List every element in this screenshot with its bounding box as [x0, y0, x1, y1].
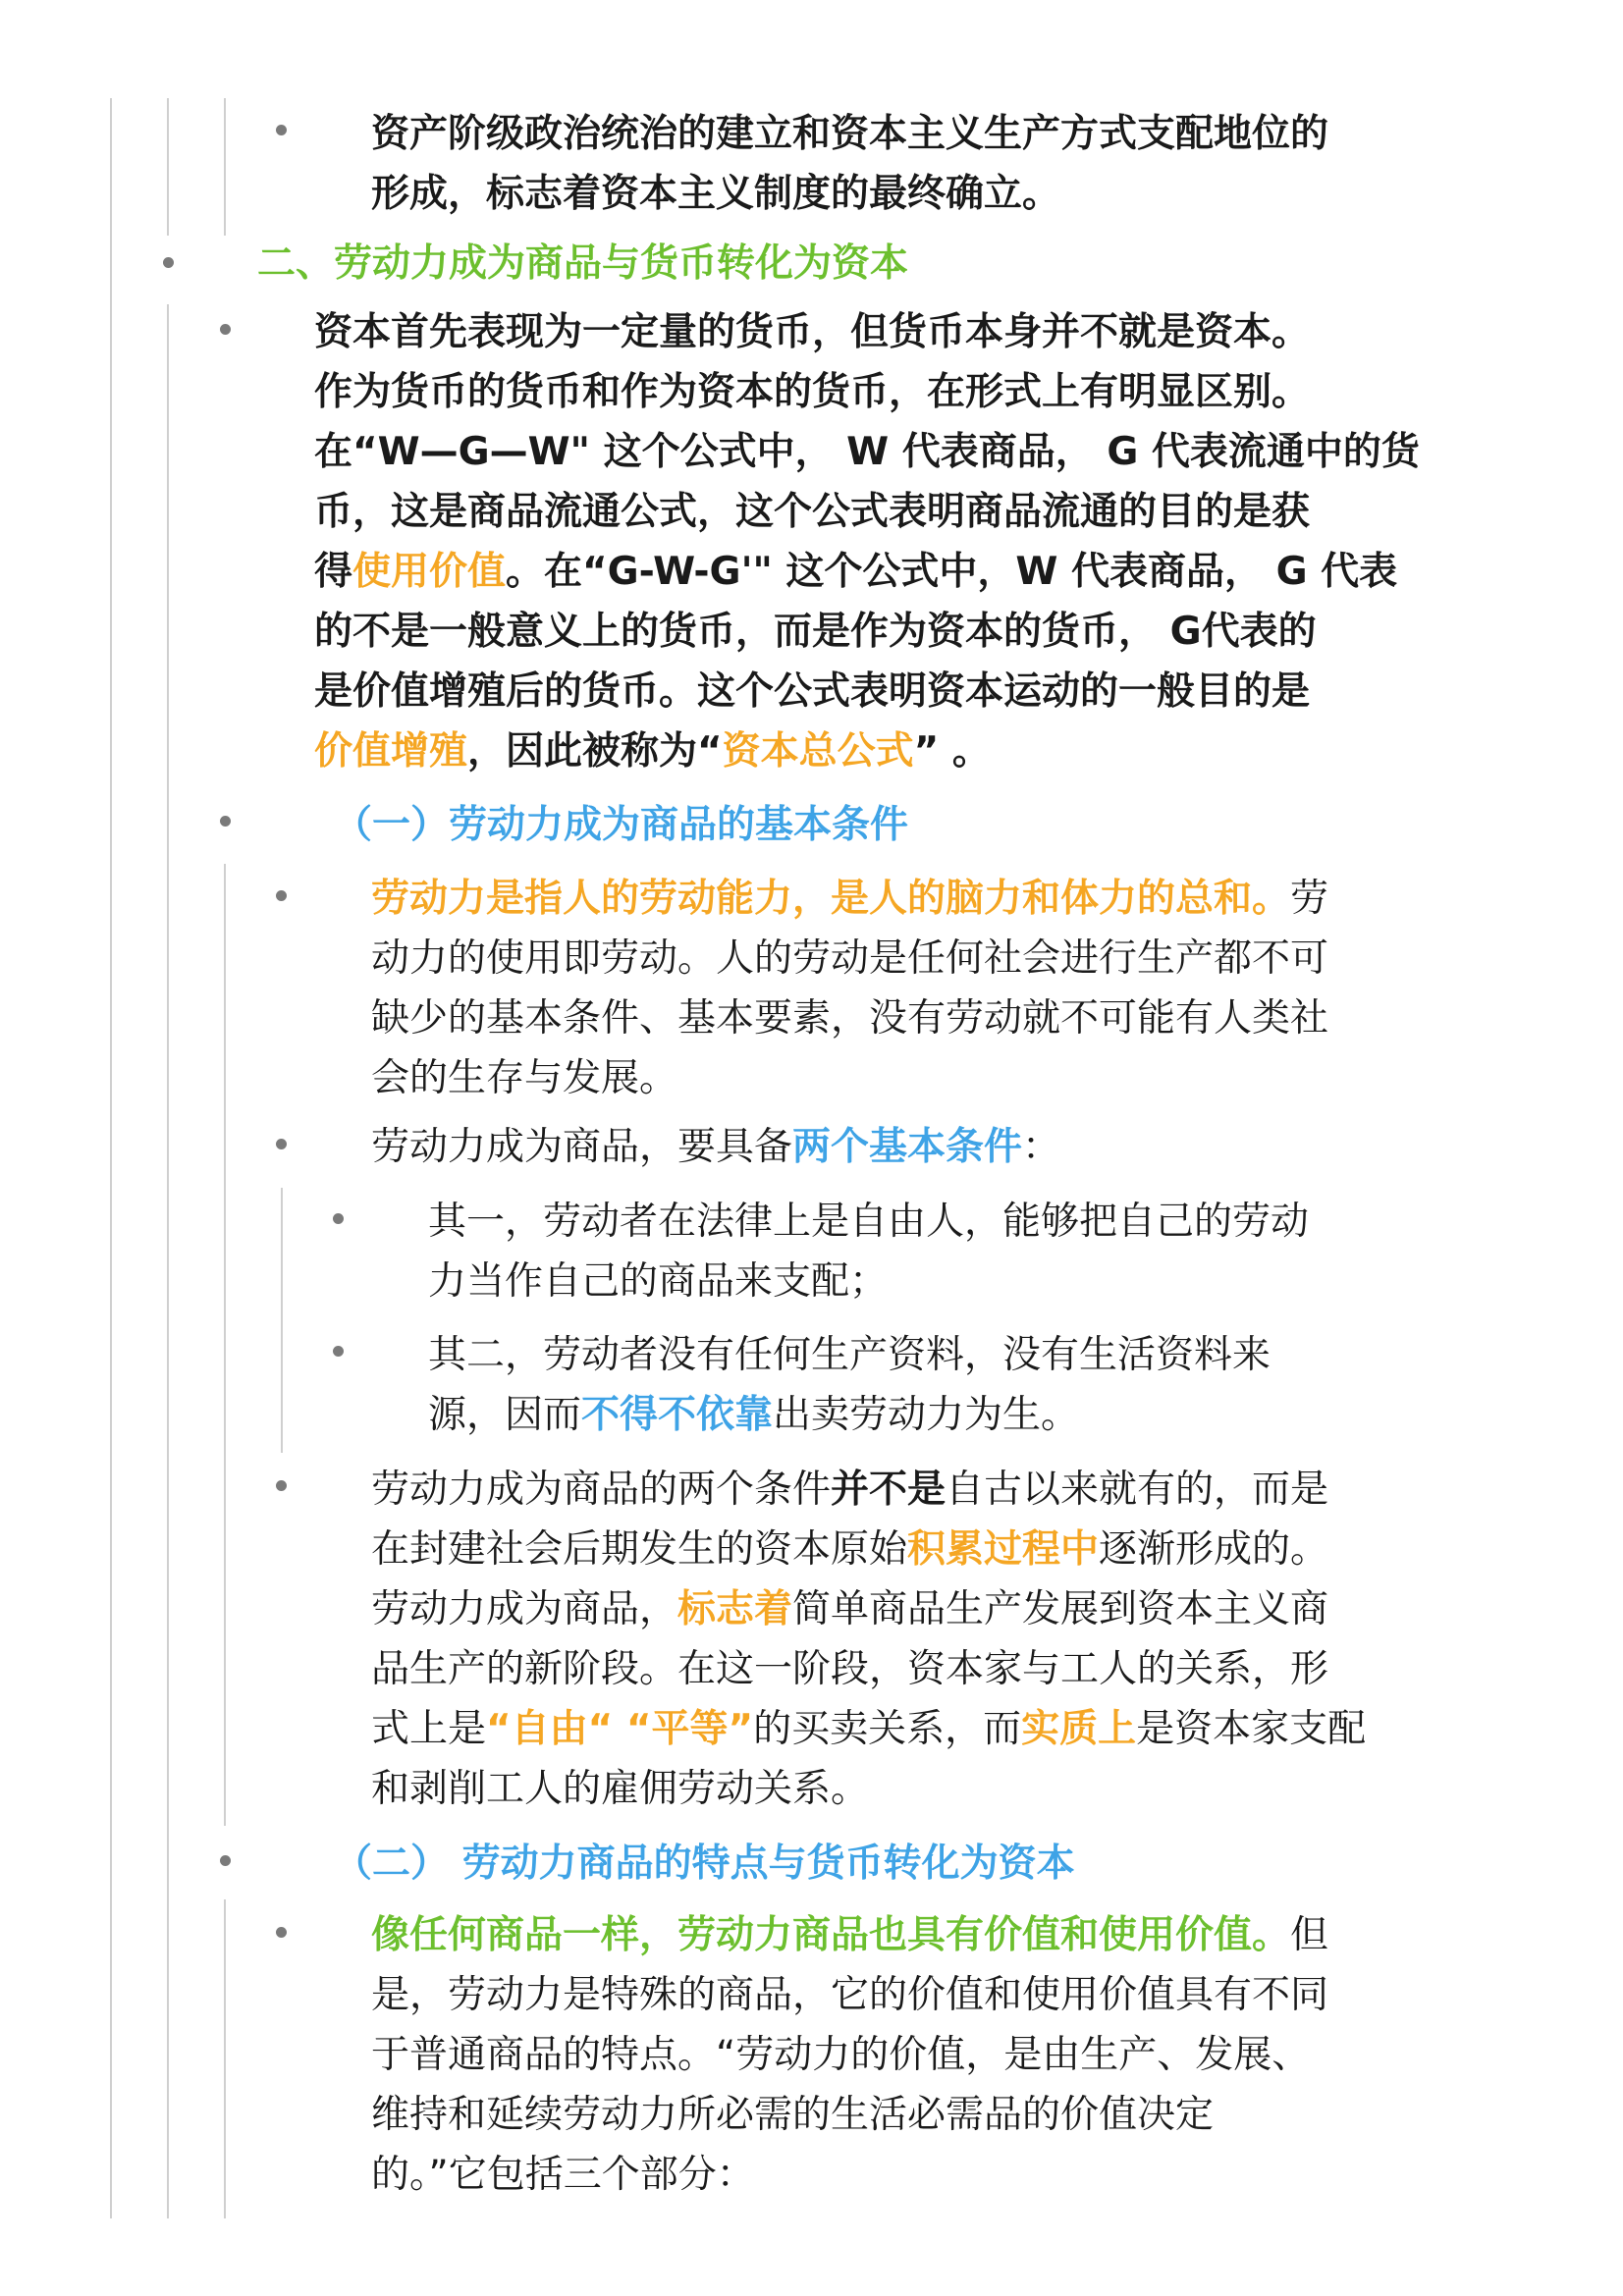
- text-run: 的不是一般意义上的货币，而是作为资本的货币， G代表的: [314, 610, 1317, 654]
- bullet-text-condition-two: [428, 1325, 1271, 1445]
- text-run: 。在“G-W-G'" 这个公式中，W 代表商品， G 代表: [506, 550, 1398, 594]
- text-run: 形成，标志着资本主义制度的最终确立。: [371, 172, 1061, 216]
- text-line: [371, 869, 1328, 929]
- text-run: 并不是: [831, 1468, 947, 1512]
- text-line: [371, 1639, 1366, 1699]
- text-run: 是资本家支配: [1136, 1707, 1367, 1751]
- text-line: [371, 1117, 1060, 1177]
- text-run: 积累过程中: [907, 1527, 1100, 1572]
- text-line: [428, 1385, 1271, 1445]
- bullet-text-condition-one: [428, 1192, 1309, 1311]
- text-line: [371, 1699, 1366, 1759]
- text-line: [371, 1579, 1366, 1639]
- text-run: 是价值增殖后的货币。这个公式表明资本运动的一般目的是: [314, 669, 1311, 714]
- text-line: [314, 302, 1420, 362]
- text-line: [371, 2085, 1328, 2145]
- text-line: [371, 929, 1328, 988]
- text-line: [428, 1252, 1309, 1311]
- text-run: 劳动力成为商品，: [371, 1587, 678, 1631]
- text-line: [371, 1905, 1328, 1965]
- outline-guide-level-3: [281, 1188, 283, 1453]
- text-run: 得: [314, 550, 353, 594]
- text-run: 劳: [1290, 877, 1329, 921]
- text-run: 出卖劳动力为生。: [773, 1393, 1080, 1437]
- text-run: 的。”它包括三个部分：: [371, 2153, 755, 2197]
- text-run: 维持和延续劳动力所必需的生活必需品的价值决定: [371, 2093, 1215, 2137]
- text-line: [371, 2025, 1328, 2085]
- text-run: 的买卖关系，而: [753, 1707, 1022, 1751]
- text-run: ，因此被称为“: [467, 729, 723, 774]
- text-run: 币，这是商品流通公式，这个公式表明商品流通的目的是获: [314, 490, 1311, 534]
- outline-guide-level-1: [167, 98, 169, 236]
- text-run: （一）劳动力成为商品的基本条件: [334, 803, 909, 847]
- bullet-text-labor-commodity-features: [371, 1905, 1328, 2205]
- text-line: [371, 1965, 1328, 2025]
- bullet-text-historical-formation: [371, 1460, 1366, 1819]
- text-run: 价值增殖: [314, 729, 468, 774]
- bullet-icon: [276, 125, 287, 135]
- text-line: [257, 234, 908, 294]
- outline-guide-level-1: [167, 304, 169, 2218]
- text-run: 劳动力是指人的劳动能力，是人的脑力和体力的总和。: [371, 877, 1291, 921]
- text-line: [371, 1520, 1366, 1579]
- text-line: [428, 1192, 1309, 1252]
- text-line: [371, 2145, 1328, 2205]
- text-line: [314, 362, 1420, 422]
- text-line: [314, 542, 1420, 602]
- bullet-icon: [276, 890, 287, 901]
- text-line: [371, 988, 1328, 1048]
- text-line: [314, 662, 1420, 721]
- bullet-icon: [276, 1480, 287, 1491]
- text-run: 像任何商品一样，劳动力商品也具有价值和使用价值。: [371, 1913, 1291, 1957]
- text-run: 实质上: [1021, 1707, 1137, 1751]
- text-run: （二） 劳动力商品的特点与货币转化为资本: [334, 1842, 1075, 1886]
- text-line: [314, 721, 1420, 781]
- subsection-heading-2: [334, 1834, 1075, 1894]
- text-line: [371, 1759, 1366, 1819]
- bullet-icon: [276, 1927, 287, 1938]
- outline-guide-level-2: [224, 864, 226, 1826]
- text-run: 源，因而: [428, 1393, 582, 1437]
- text-run: 二、劳动力成为商品与货币转化为资本: [257, 241, 909, 286]
- text-run: 式上是: [371, 1707, 487, 1751]
- text-run: 资本首先表现为一定量的货币，但货币本身并不就是资本。: [314, 310, 1311, 354]
- bullet-icon: [333, 1213, 344, 1224]
- text-run: 使用价值: [352, 550, 507, 594]
- text-run: 动力的使用即劳动。人的劳动是任何社会进行生产都不可: [371, 936, 1329, 981]
- bullet-text-two-conditions: [371, 1117, 1060, 1177]
- text-run: 其一，劳动者在法律上是自由人，能够把自己的劳动: [428, 1200, 1310, 1244]
- text-run: 作为货币的货币和作为资本的货币，在形式上有明显区别。: [314, 370, 1311, 414]
- bullet-text-capital-formula: [314, 302, 1420, 781]
- outline-guide-level-2: [224, 1899, 226, 2218]
- text-run: ：: [1022, 1125, 1061, 1169]
- outline-guide-level-0: [110, 98, 112, 2218]
- text-run: 自古以来就有的，而是: [946, 1468, 1329, 1512]
- bullet-icon: [163, 257, 174, 268]
- text-run: 和剥削工人的雇佣劳动关系。: [371, 1767, 870, 1811]
- text-line: [334, 1834, 1075, 1894]
- text-run: 会的生存与发展。: [371, 1056, 678, 1100]
- text-run: 是，劳动力是特殊的商品，它的价值和使用价值具有不同: [371, 1973, 1329, 2017]
- text-run: 劳动力成为商品，要具备: [371, 1125, 793, 1169]
- text-run: 于普通商品的特点。“劳动力的价值，是由生产、发展、: [371, 2033, 1311, 2077]
- text-run: 标志着: [677, 1587, 793, 1631]
- text-run: 但: [1290, 1913, 1329, 1957]
- section-heading-2: [257, 234, 908, 294]
- bullet-icon: [220, 816, 231, 827]
- text-line: [371, 1460, 1366, 1520]
- text-run: 在“W—G—W" 这个公式中， W 代表商品， G 代表流通中的货: [314, 430, 1420, 474]
- bullet-text-capitalism-established: [371, 104, 1328, 224]
- text-run: “自由“ “平等”: [486, 1707, 754, 1751]
- bullet-icon: [333, 1346, 344, 1357]
- subsection-heading-1: [334, 795, 908, 855]
- text-run: 不得不依靠: [581, 1393, 774, 1437]
- bullet-icon: [220, 324, 231, 335]
- text-line: [314, 422, 1420, 482]
- text-run: 逐渐形成的。: [1099, 1527, 1329, 1572]
- text-line: [371, 164, 1328, 224]
- text-run: 资本总公式: [722, 729, 914, 774]
- text-run: 缺少的基本条件、基本要素，没有劳动就不可能有人类社: [371, 996, 1329, 1041]
- bullet-icon: [220, 1855, 231, 1866]
- text-line: [371, 104, 1328, 164]
- bullet-text-labor-power-definition: [371, 869, 1328, 1108]
- text-run: 品生产的新阶段。在这一阶段，资本家与工人的关系，形: [371, 1647, 1329, 1691]
- bullet-icon: [276, 1139, 287, 1149]
- text-run: ” 。: [913, 729, 991, 774]
- text-run: 其二，劳动者没有任何生产资料，没有生活资料来: [428, 1333, 1271, 1377]
- text-line: [314, 602, 1420, 662]
- text-run: 简单商品生产发展到资本主义商: [792, 1587, 1329, 1631]
- text-line: [371, 1048, 1328, 1108]
- text-line: [334, 795, 908, 855]
- text-run: 资产阶级政治统治的建立和资本主义生产方式支配地位的: [371, 112, 1329, 156]
- text-line: [428, 1325, 1271, 1385]
- text-run: 两个基本条件: [792, 1125, 1023, 1169]
- text-run: 在封建社会后期发生的资本原始: [371, 1527, 908, 1572]
- text-run: 劳动力成为商品的两个条件: [371, 1468, 832, 1512]
- text-line: [314, 482, 1420, 542]
- text-run: 力当作自己的商品来支配；: [428, 1259, 889, 1304]
- outline-guide-level-2: [224, 98, 226, 236]
